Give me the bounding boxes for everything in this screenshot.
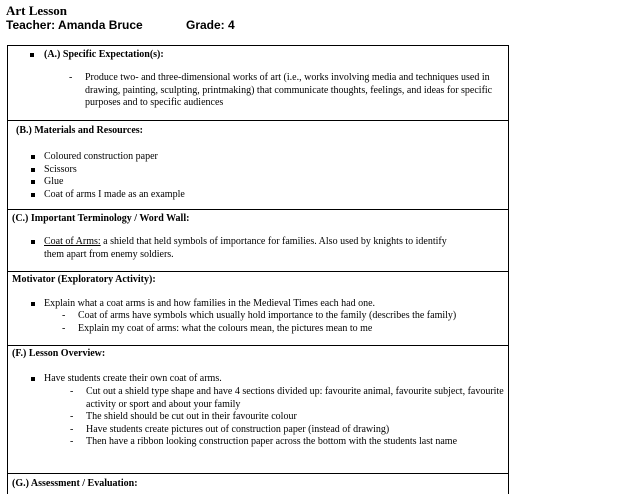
motivator-sublist xyxy=(78,310,508,335)
bullet-square xyxy=(30,53,34,57)
teacher-line xyxy=(6,18,235,32)
list-item: - Explain my coat of arms: what the colours mean, the pictures mean to me xyxy=(78,323,508,336)
term-coat-of-arms: Coat of Arms: xyxy=(44,236,101,247)
lesson-title: Art Lesson xyxy=(6,3,68,18)
overview-sublist xyxy=(86,386,506,449)
list-item: Glue xyxy=(44,176,484,189)
section-title-assessment: (G.) Assessment / Evaluation: xyxy=(12,478,138,489)
overview-list xyxy=(44,373,504,386)
list-item: - The shield should be cut out in their favourite colour xyxy=(86,411,506,424)
section-title-materials: (B.) Materials and Resources: xyxy=(16,125,144,136)
section-materials xyxy=(8,121,508,210)
section-title-terminology: (C.) Important Terminology / Word Wall: xyxy=(12,213,190,224)
list-item: Scissors xyxy=(44,164,484,177)
list-item: Coat of arms I made as an example xyxy=(44,189,484,202)
terminology-list xyxy=(44,236,464,261)
list-item: - Coat of arms have symbols which usually hold importance to the family (describes the family) xyxy=(78,310,508,323)
list-item: Explain what a coat arms is and how families in the Medieval Times each had one. xyxy=(44,298,504,311)
lesson-plan-table xyxy=(7,45,509,494)
materials-list xyxy=(44,151,484,201)
section-expectations xyxy=(8,46,508,121)
document-header xyxy=(6,3,235,32)
grade-value: 4 xyxy=(228,18,235,32)
teacher-label: Teacher: xyxy=(6,18,56,32)
list-item: - Have students create pictures out of construction paper (instead of drawing) xyxy=(86,424,506,437)
list-item: Have students create their own coat of arms. xyxy=(44,373,504,386)
list-item: Coloured construction paper xyxy=(44,151,484,164)
teacher-name: Amanda Bruce xyxy=(58,18,143,32)
expectations-list xyxy=(85,72,495,110)
list-item: - Cut out a shield type shape and have 4 sections divided up: favourite animal, favourite subject, favourite activity or sport and about your family xyxy=(86,386,506,411)
grade-group xyxy=(186,18,235,32)
list-item: - Produce two- and three-dimensional works of art (i.e., works involving media and techniques used in drawing, painting, sculpting, printmaking) that communicate thoughts, feelings, and ideas for specific purposes and to specific audiences xyxy=(85,72,495,110)
grade-label: Grade: xyxy=(186,18,225,32)
section-overview xyxy=(8,346,508,474)
section-assessment xyxy=(8,474,508,494)
section-title-expectations: (A.) Specific Expectation(s): xyxy=(44,49,164,60)
motivator-list xyxy=(44,298,504,311)
section-title-overview: (F.) Lesson Overview: xyxy=(12,348,106,359)
term-definition: a shield that held symbols of importance for families. Also used by knights to identify them apart from enemy soldiers. xyxy=(44,236,447,260)
section-title-motivator: Motivator (Exploratory Activity): xyxy=(12,274,156,285)
section-terminology xyxy=(8,210,508,272)
list-item xyxy=(44,236,464,261)
list-item: - Then have a ribbon looking construction paper across the bottom with the students last name xyxy=(86,436,506,449)
section-motivator xyxy=(8,272,508,346)
